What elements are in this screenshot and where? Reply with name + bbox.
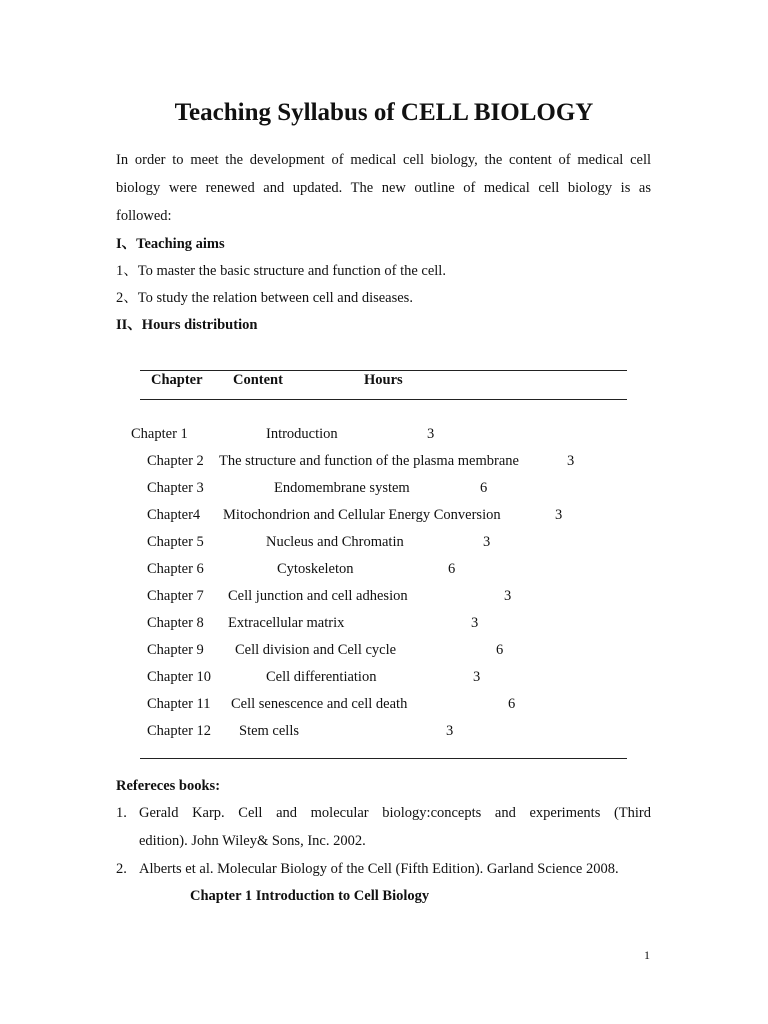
section-heading-teaching-aims: I、Teaching aims	[116, 236, 225, 252]
intro-line: In order to meet the development of medical cell biology, the content of medical cell	[116, 152, 651, 168]
row-chapter: Chapter 5	[147, 534, 204, 550]
row-content: Mitochondrion and Cellular Energy Conversion	[223, 507, 501, 523]
reference-text: Alberts et al. Molecular Biology of the Cell (Fifth Edition). Garland Science 2008.	[139, 861, 619, 877]
row-content: Endomembrane system	[274, 480, 410, 496]
references-heading: Refereces books:	[116, 778, 221, 794]
intro-paragraph	[116, 146, 651, 230]
row-hours: 6	[480, 480, 488, 496]
reference-number: 1.	[116, 805, 127, 821]
teaching-aim-item: 2、To study the relation between cell and diseases.	[116, 290, 413, 306]
intro-line: biology were renewed and updated. The new outline of medical cell biology is as	[116, 180, 651, 196]
document-title: Teaching Syllabus of CELL BIOLOGY	[174, 99, 594, 126]
reference-number: 2.	[116, 861, 127, 877]
row-hours: 3	[446, 723, 454, 739]
row-hours: 6	[508, 696, 516, 712]
table-header-rule	[140, 399, 627, 400]
row-content: Extracellular matrix	[228, 615, 345, 631]
row-content: Cell differentiation	[266, 669, 377, 685]
section-heading-hours-distribution: II、Hours distribution	[116, 317, 258, 333]
page-number: 1	[644, 948, 650, 962]
row-hours: 6	[496, 642, 504, 658]
row-hours: 6	[448, 561, 456, 577]
row-chapter: Chapter 1	[131, 426, 188, 442]
table-bottom-rule	[140, 758, 627, 759]
row-hours: 3	[555, 507, 563, 523]
row-content: Cell junction and cell adhesion	[228, 588, 408, 604]
row-chapter: Chapter 2	[147, 453, 204, 469]
row-chapter: Chapter 11	[147, 696, 211, 712]
row-chapter: Chapter 6	[147, 561, 204, 577]
row-content: Cytoskeleton	[277, 561, 354, 577]
intro-line: followed:	[116, 208, 172, 224]
row-content: Cell division and Cell cycle	[235, 642, 397, 658]
table-header-content: Content	[233, 372, 283, 388]
row-hours: 3	[471, 615, 479, 631]
row-hours: 3	[483, 534, 491, 550]
row-chapter: Chapter4	[147, 507, 201, 523]
table-header-chapter: Chapter	[151, 372, 203, 388]
row-chapter: Chapter 7	[147, 588, 204, 604]
row-hours: 3	[427, 426, 435, 442]
row-hours: 3	[504, 588, 512, 604]
row-chapter: Chapter 12	[147, 723, 212, 739]
row-content: Cell senescence and cell death	[231, 696, 408, 712]
row-chapter: Chapter 8	[147, 615, 204, 631]
row-content: Introduction	[266, 426, 338, 442]
chapter-heading: Chapter 1 Introduction to Cell Biology	[190, 888, 430, 904]
row-chapter: Chapter 3	[147, 480, 204, 496]
row-chapter: Chapter 9	[147, 642, 204, 658]
teaching-aim-item: 1、To master the basic structure and function of the cell.	[116, 263, 446, 279]
reference-text: Gerald Karp. Cell and molecular biology:concepts and experiments (Third	[139, 805, 651, 821]
row-hours: 3	[473, 669, 481, 685]
row-hours: 3	[567, 453, 575, 469]
table-header-hours: Hours	[364, 372, 403, 388]
row-content: Nucleus and Chromatin	[266, 534, 404, 550]
row-content: Stem cells	[239, 723, 300, 739]
row-content: The structure and function of the plasma membrane	[219, 453, 519, 469]
row-chapter: Chapter 10	[147, 669, 212, 685]
reference-text: edition). John Wiley& Sons, Inc. 2002.	[139, 833, 366, 849]
